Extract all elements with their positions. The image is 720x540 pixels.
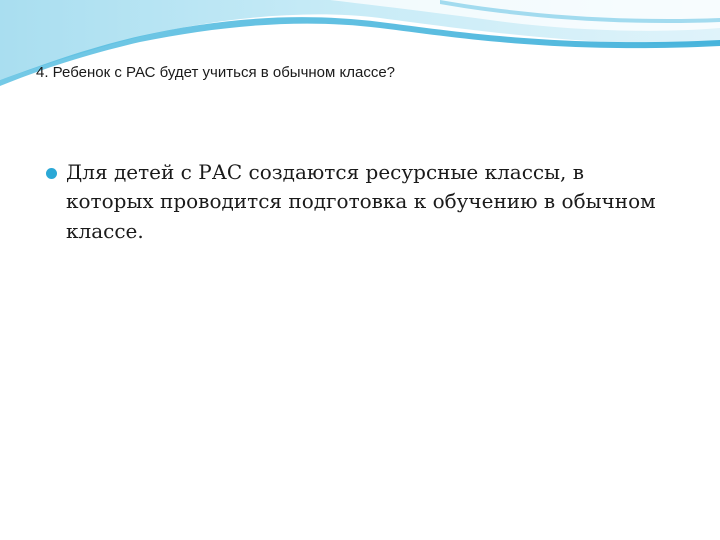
- bullet-item: [46, 158, 666, 246]
- bullet-list: [46, 158, 666, 246]
- bullet-text: Для детей с РАС создаются ресурсные классы, в которых проводится подготовка к обучению в обычном классе.: [66, 160, 656, 243]
- bullet-dot-icon: [46, 168, 57, 179]
- slide-title: 4. Ребенок с РАС будет учиться в обычном классе?: [36, 64, 396, 81]
